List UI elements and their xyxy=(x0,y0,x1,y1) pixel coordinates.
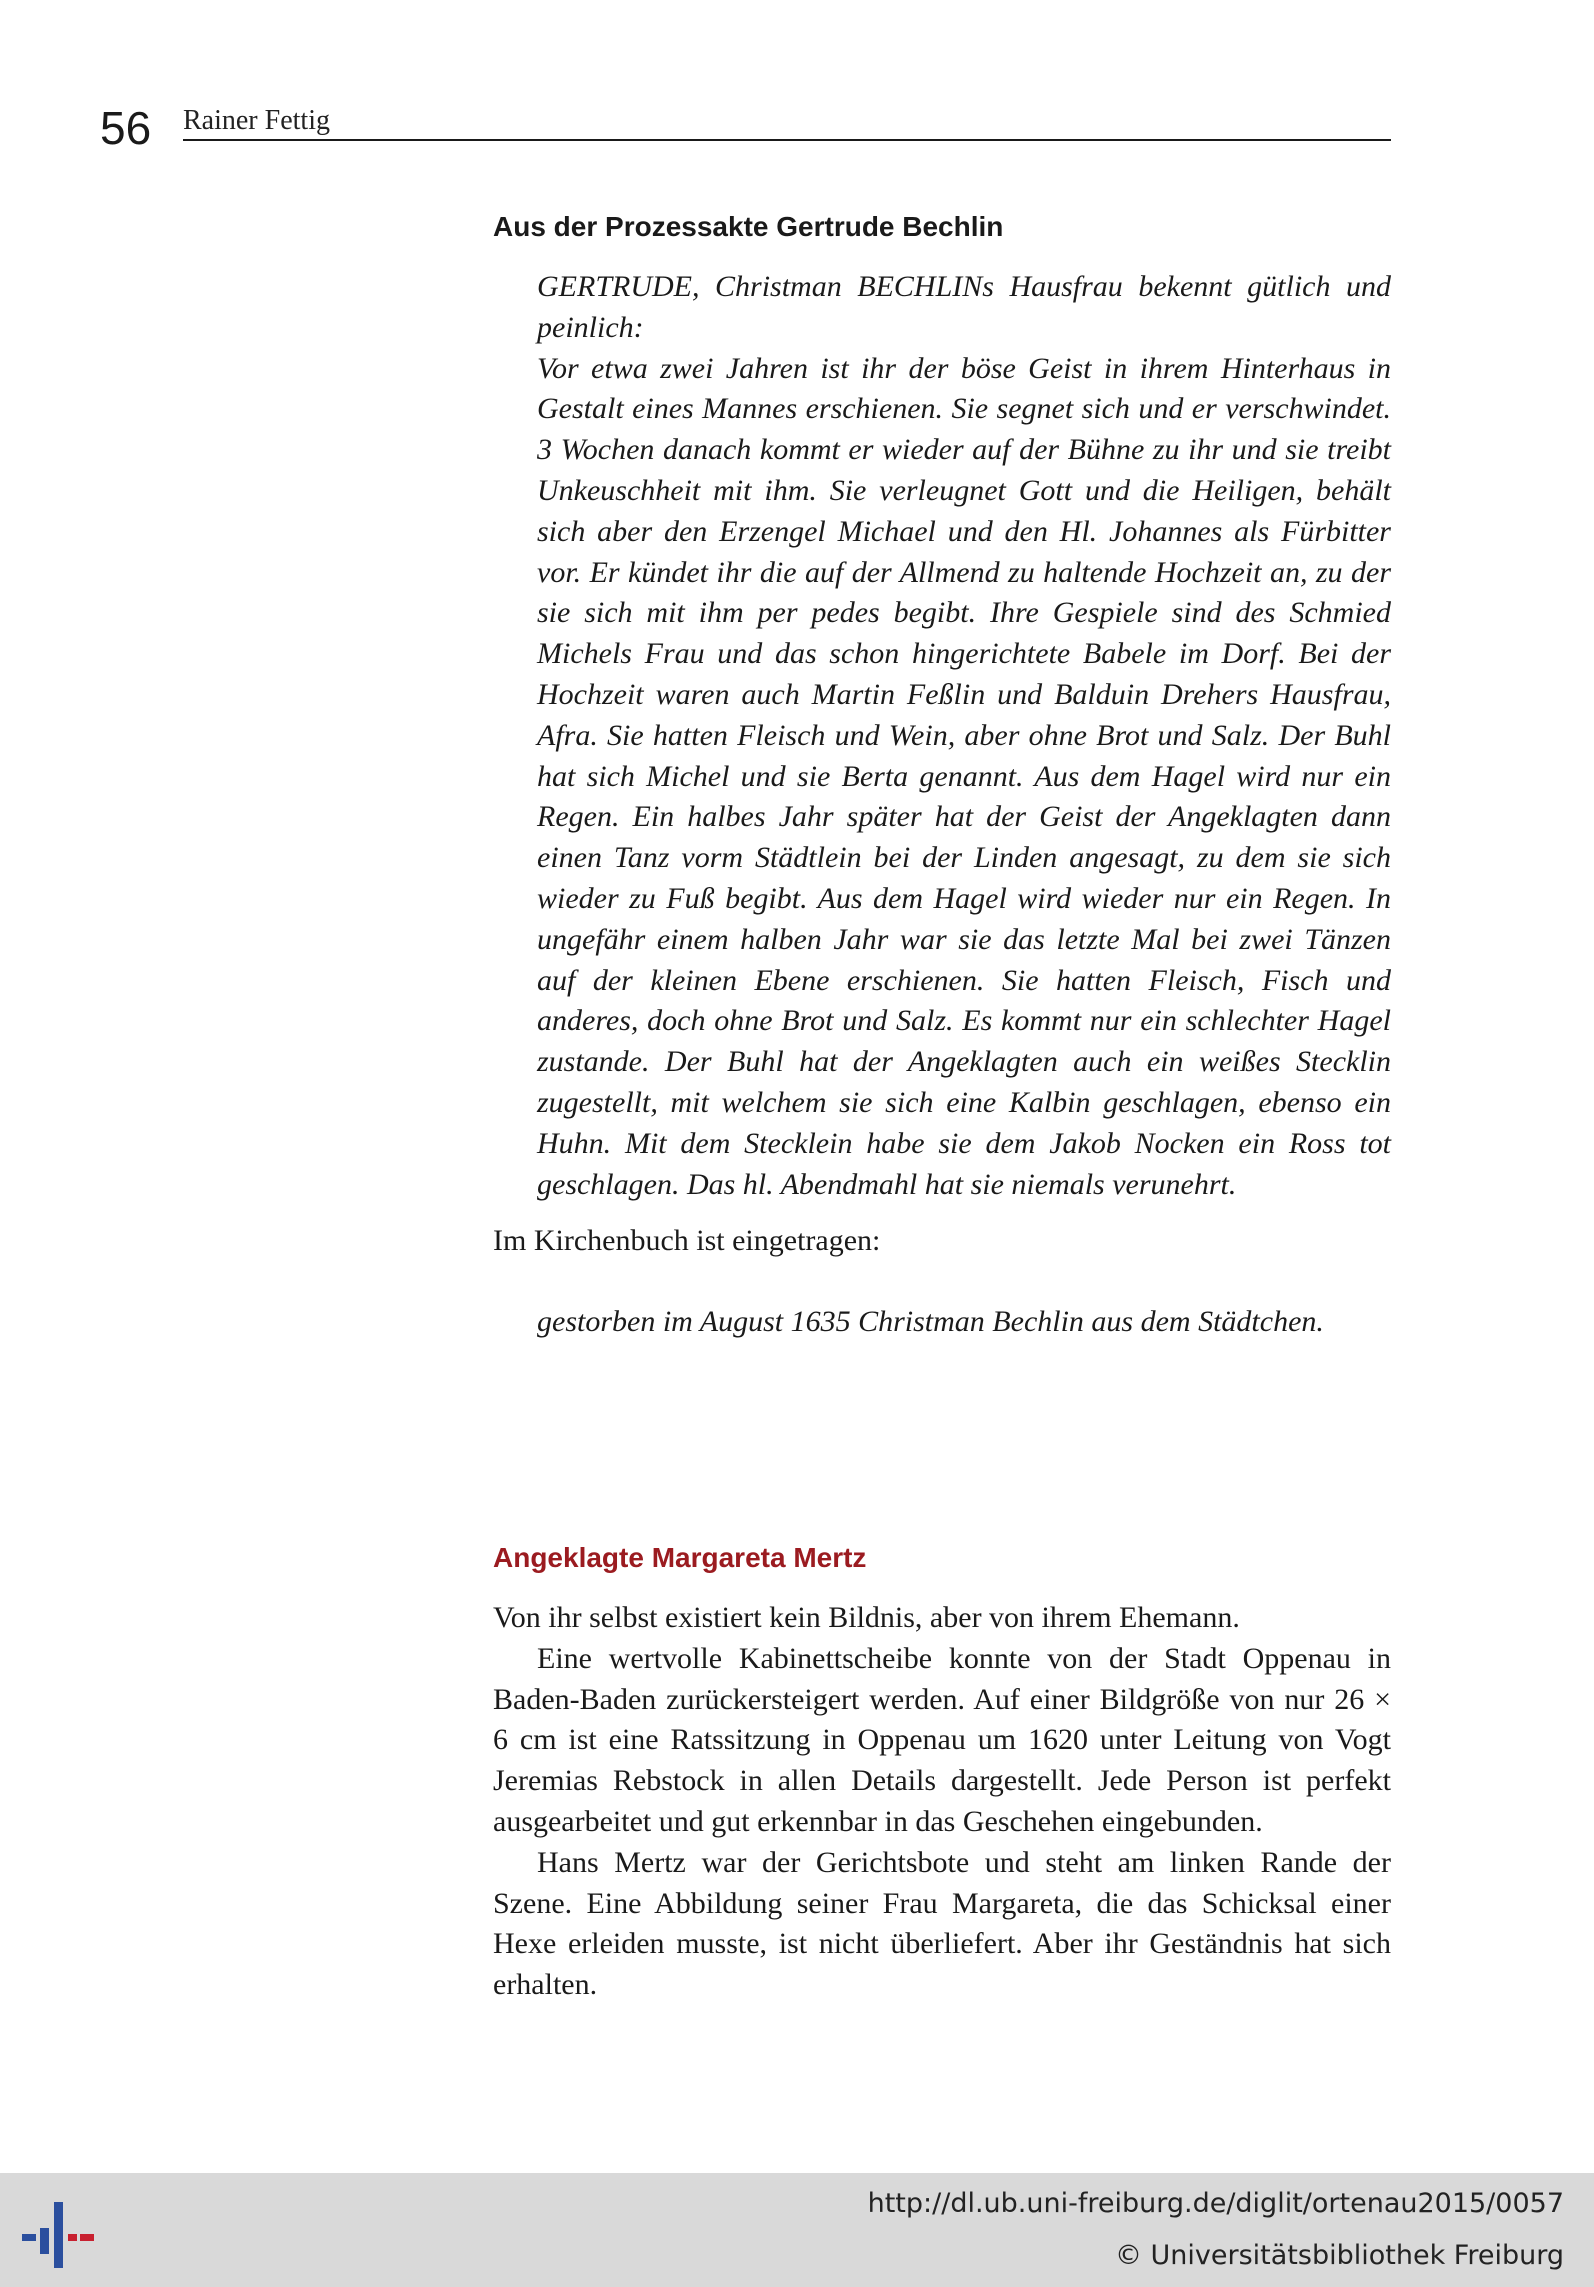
section-heading-prozessakte: Aus der Prozessakte Gertrude Bechlin xyxy=(493,211,1004,242)
ub-freiburg-logo-icon xyxy=(18,2190,100,2272)
footer-url-link[interactable]: http://dl.ub.uni-freiburg.de/diglit/ortenau2015/0057 xyxy=(867,2188,1564,2219)
kirchenbuch-quote: gestorben im August 1635 Christman Bechlin aus dem Städtchen. xyxy=(537,1305,1324,1339)
section-gertrude-bechlin xyxy=(493,207,1391,1343)
paragraph: Hans Mertz war der Gerichtsbote und steht am linken Rande der Szene. Eine Abbildung seiner Frau Margareta, die das Schicksal einer Hexe erleiden musste, ist nicht überliefert. Aber ihr Geständnis hat sich erhalten. xyxy=(493,1845,1391,2002)
paragraph: Eine wertvolle Kabinettscheibe konnte von der Stadt Oppenau in Baden-Baden zurückersteigert werden. Auf einer Bildgröße von nur 26 × 6 cm ist eine Ratssitzung in Oppenau um 1620 unter Leitung von Vogt Jeremias Rebstock in allen Details dargestellt. Jede Person ist perfekt ausgearbeitet und gut erkennbar in das Geschehen eingebunden. xyxy=(493,1641,1391,1838)
section-margareta-mertz xyxy=(493,1538,1391,2006)
running-head: Rainer Fettig xyxy=(183,105,330,136)
footer-copyright: © Universitätsbibliothek Freiburg xyxy=(1114,2240,1564,2271)
page-number: 56 xyxy=(100,102,152,154)
quote-intro: GERTRUDE, Christman BECHLINs Hausfrau bekennt gütlich und peinlich: xyxy=(537,270,1391,344)
section-heading-margareta: Angeklagte Margareta Mertz xyxy=(493,1542,867,1573)
kirchenbuch-intro: Im Kirchenbuch ist eingetragen: xyxy=(493,1224,881,1258)
paragraph: Von ihr selbst existiert kein Bildnis, aber von ihrem Ehemann. xyxy=(493,1601,1240,1634)
quote-body: Vor etwa zwei Jahren ist ihr der böse Geist in ihrem Hinterhaus in Gestalt eines Mannes erschienen. Sie segnet sich und er verschwindet. 3 Wochen danach kommt er wieder auf der Bühne zu ihr und sie treibt Unkeuschheit mit ihm. Sie verleugnet Gott und die Heiligen, behält sich aber den Erzengel Michael und den Hl. Johannes als Fürbitter vor. Er kündet ihr die auf der Allmend zu haltende Hochzeit an, zu der sie sich mit ihm per pedes begibt. Ihre Gespiele sind des Schmied Michels Frau und das schon hingerichtete Babele im Dorf. Bei der Hochzeit waren auch Martin Feßlin und Balduin Drehers Hausfrau, Afra. Sie hatten Fleisch und Wein, aber ohne Brot und Salz. Der Buhl hat sich Michel und sie Berta genannt. Aus dem Hagel wird nur ein Regen. Ein halbes Jahr später hat der Geist der Angeklagten dann einen Tanz vorm Städtlein bei der Linden angesagt, zu dem sie sich wieder zu Fuß begibt. Aus dem Hagel wird wieder nur ein Regen. In ungefähr einem halben Jahr war sie das letzte Mal bei zwei Tänzen auf der kleinen Ebene erschienen. Sie hatten Fleisch, Fisch und anderes, doch ohne Brot und Salz. Es kommt nur ein schlechter Hagel zustande. Der Buhl hat der Angeklagten auch ein weißes Stecklin zugestellt, mit welchem sie sich eine Kalbin geschlagen, ebenso ein Huhn. Mit dem Stecklein habe sie dem Jakob Nocken ein Ross tot geschlagen. Das hl. Abendmahl hat sie niemals verunehrt. xyxy=(537,351,1391,1201)
header-rule xyxy=(183,139,1391,141)
